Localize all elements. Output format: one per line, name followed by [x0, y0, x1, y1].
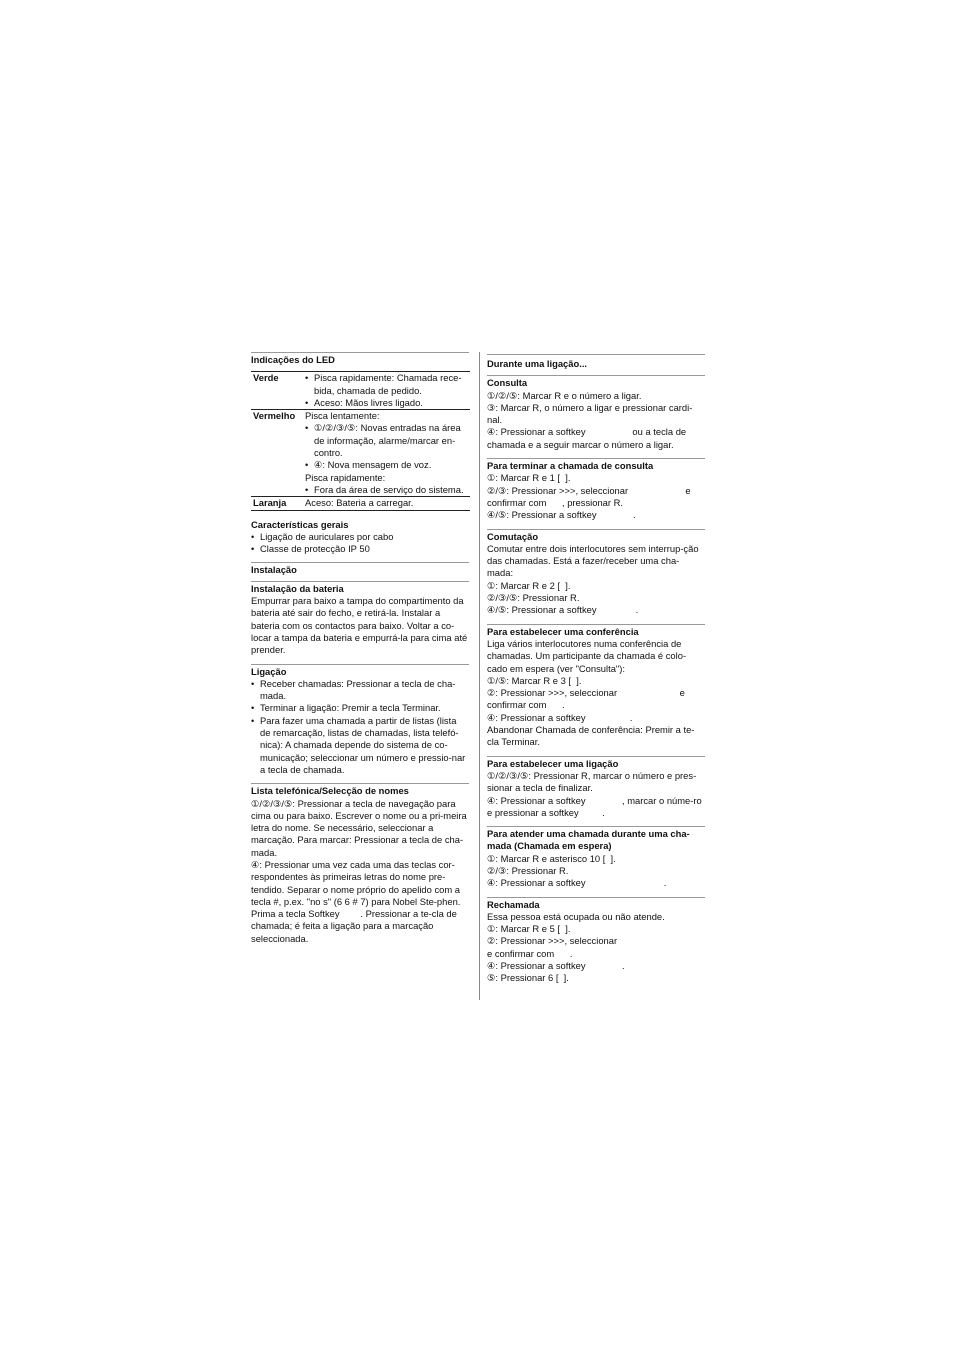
led-bullet: • Pisca rapidamente: Chamada rece-bida, chamada de pedido.: [305, 372, 470, 397]
section-line: ④: Pressionar a softkey .: [487, 877, 667, 889]
connection-title: Ligação: [251, 665, 287, 677]
section-title: Para atender uma chamada durante uma cha-mada (Chamada em espera): [487, 828, 690, 852]
section-comutacao: [487, 530, 705, 617]
section-line: ①/②/⑤: Marcar R e o número a ligar.: [487, 389, 642, 401]
section-line: ②: Pressionar >>>, seleccionar: [487, 935, 618, 947]
during-title: Durante uma ligação...: [487, 358, 588, 369]
led-bullet: • Aceso: Mãos livres ligado.: [305, 397, 470, 409]
section-end-consult: [487, 459, 705, 521]
list-item: • Para fazer uma chamada a partir de listas (lista de remarcação, listas de chamadas, lista telefó-nica): A chamada depende do sistema de co-municação; seleccionar um número e pressio-nar a tecla de chamada.: [251, 715, 469, 776]
section-line: ⑤: Pressionar 6 [ ].: [487, 972, 569, 984]
phonebook-p1: ①/②/③/⑤: Pressionar a tecla de navegação para cima ou para baixo. Escrever o nome ou a pri-meira letra do nome. Se necessário, seleccionar a marcação. Para marcar: Pressionar a tecla de cha-mada.: [251, 797, 467, 858]
list-item: • Classe de protecção IP 50: [251, 543, 469, 555]
section-title: Para terminar a chamada de consulta: [487, 460, 654, 472]
led-row-red: [251, 410, 470, 497]
section-line: ②/③: Pressionar R.: [487, 864, 569, 876]
led-title: Indicações do LED: [251, 354, 335, 365]
section-line: Liga vários interlocutores numa conferência de chamadas. Um participante da chamada é colo-cado em espera (ver "Consulta"):: [487, 637, 687, 674]
led-bullet: • ①/②/③/⑤: Novas entradas na área de informação, alarme/marcar en-contro.: [305, 422, 470, 459]
section-title: Para estabelecer uma conferência: [487, 625, 639, 637]
section-line: Comutar entre dois interlocutores sem interrup-ção das chamadas. Está a fazer/receber uma cha-mada:: [487, 542, 702, 579]
section-line: Essa pessoa está ocupada ou não atende.: [487, 910, 665, 922]
section-consulta: [487, 376, 705, 451]
section-line: ③: Marcar R, o número a ligar e pressionar cardi-nal.: [487, 401, 693, 426]
section-line: ①/②/③/⑤: Pressionar R, marcar o número e pres-sionar a tecla de finalizar.: [487, 769, 697, 794]
section-line: ②/③/⑤: Pressionar R.: [487, 592, 580, 604]
column-divider: [479, 352, 480, 1000]
section-title: Comutação: [487, 530, 539, 542]
section-line: ④: Pressionar a softkey .: [487, 711, 633, 723]
section-conference: [487, 625, 705, 749]
section-establish-call: [487, 757, 705, 819]
section-line: ①: Marcar R e 5 [ ].: [487, 923, 571, 935]
list-item: • Ligação de auriculares por cabo: [251, 531, 469, 543]
led-intro: Pisca rapidamente:: [305, 471, 386, 483]
led-text: Aceso: Bateria a carregar.: [305, 497, 470, 510]
led-bullet: • ④: Nova mensagem de voz.: [305, 459, 470, 471]
features-list: [251, 531, 469, 556]
section-rechamada: [487, 898, 705, 985]
section-line: ④/⑤: Pressionar a softkey .: [487, 509, 636, 521]
section-title: Para estabelecer uma ligação: [487, 757, 619, 769]
led-row-green: [251, 372, 470, 410]
battery-text: Empurrar para baixo a tampa do compartimento da bateria até sair do fecho, e retirá-la. Instalar a bateria com os contactos para baixo. Voltar a co-locar a tampa da bateria e empurrá-la para cima até prender.: [251, 595, 468, 656]
led-label: Laranja: [251, 497, 305, 510]
list-item: • Receber chamadas: Pressionar a tecla de cha-mada.: [251, 678, 469, 703]
led-table: [251, 371, 470, 510]
left-column: [251, 352, 469, 945]
connection-list: [251, 678, 469, 776]
section-line: e confirmar com .: [487, 947, 573, 959]
section-line: ④: Pressionar a softkey , marcar o núme-ro e pressionar a softkey .: [487, 794, 705, 818]
right-column: [487, 354, 705, 985]
section-line: ②/③: Pressionar >>>, seleccionar e confirmar com , pressionar R.: [487, 484, 694, 508]
led-label: Vermelho: [251, 410, 305, 497]
led-bullet: • Fora da área de serviço do sistema.: [305, 484, 470, 496]
section-line: Abandonar Chamada de conferência: Premir a te-cla Terminar.: [487, 724, 695, 748]
led-label: Verde: [251, 372, 305, 410]
section-line: ①/⑤: Marcar R e 3 [ ].: [487, 674, 582, 686]
features-title: Características gerais: [251, 518, 349, 530]
phonebook-title: Lista telefónica/Selecção de nomes: [251, 785, 409, 797]
led-row-orange: [251, 497, 470, 510]
phonebook-p2: ④: Pressionar uma vez cada uma das teclas cor-respondentes às primeiras letras do nome pre-tendido. Separar o nome próprio do apelido com a tecla #, p.ex. "no s" (6 6 # 7) para Nobel Ste-phen. Prima a tecla Softkey . Pressionar a te-cla de chamada; é feita a ligação para a marcação seleccionada.: [251, 858, 463, 944]
section-call-waiting: [487, 827, 705, 889]
section-line: ④: Pressionar a softkey .: [487, 960, 625, 972]
section-title: Rechamada: [487, 898, 540, 910]
section-line: ①: Marcar R e asterisco 10 [ ].: [487, 852, 616, 864]
battery-title: Instalação da bateria: [251, 582, 344, 594]
led-intro: Pisca lentamente:: [305, 410, 380, 422]
install-title: Instalação: [251, 564, 297, 576]
section-line: ④/⑤: Pressionar a softkey .: [487, 604, 639, 616]
section-title: Consulta: [487, 377, 528, 389]
section-line: ④: Pressionar a softkey ou a tecla de chamada e a seguir marcar o número a ligar.: [487, 426, 689, 450]
section-line: ①: Marcar R e 1 [ ].: [487, 472, 571, 484]
section-line: ②: Pressionar >>>, seleccionar e confirmar com .: [487, 687, 688, 711]
section-line: ①: Marcar R e 2 [ ].: [487, 579, 571, 591]
list-item: • Terminar a ligação: Premir a tecla Terminar.: [251, 702, 469, 714]
